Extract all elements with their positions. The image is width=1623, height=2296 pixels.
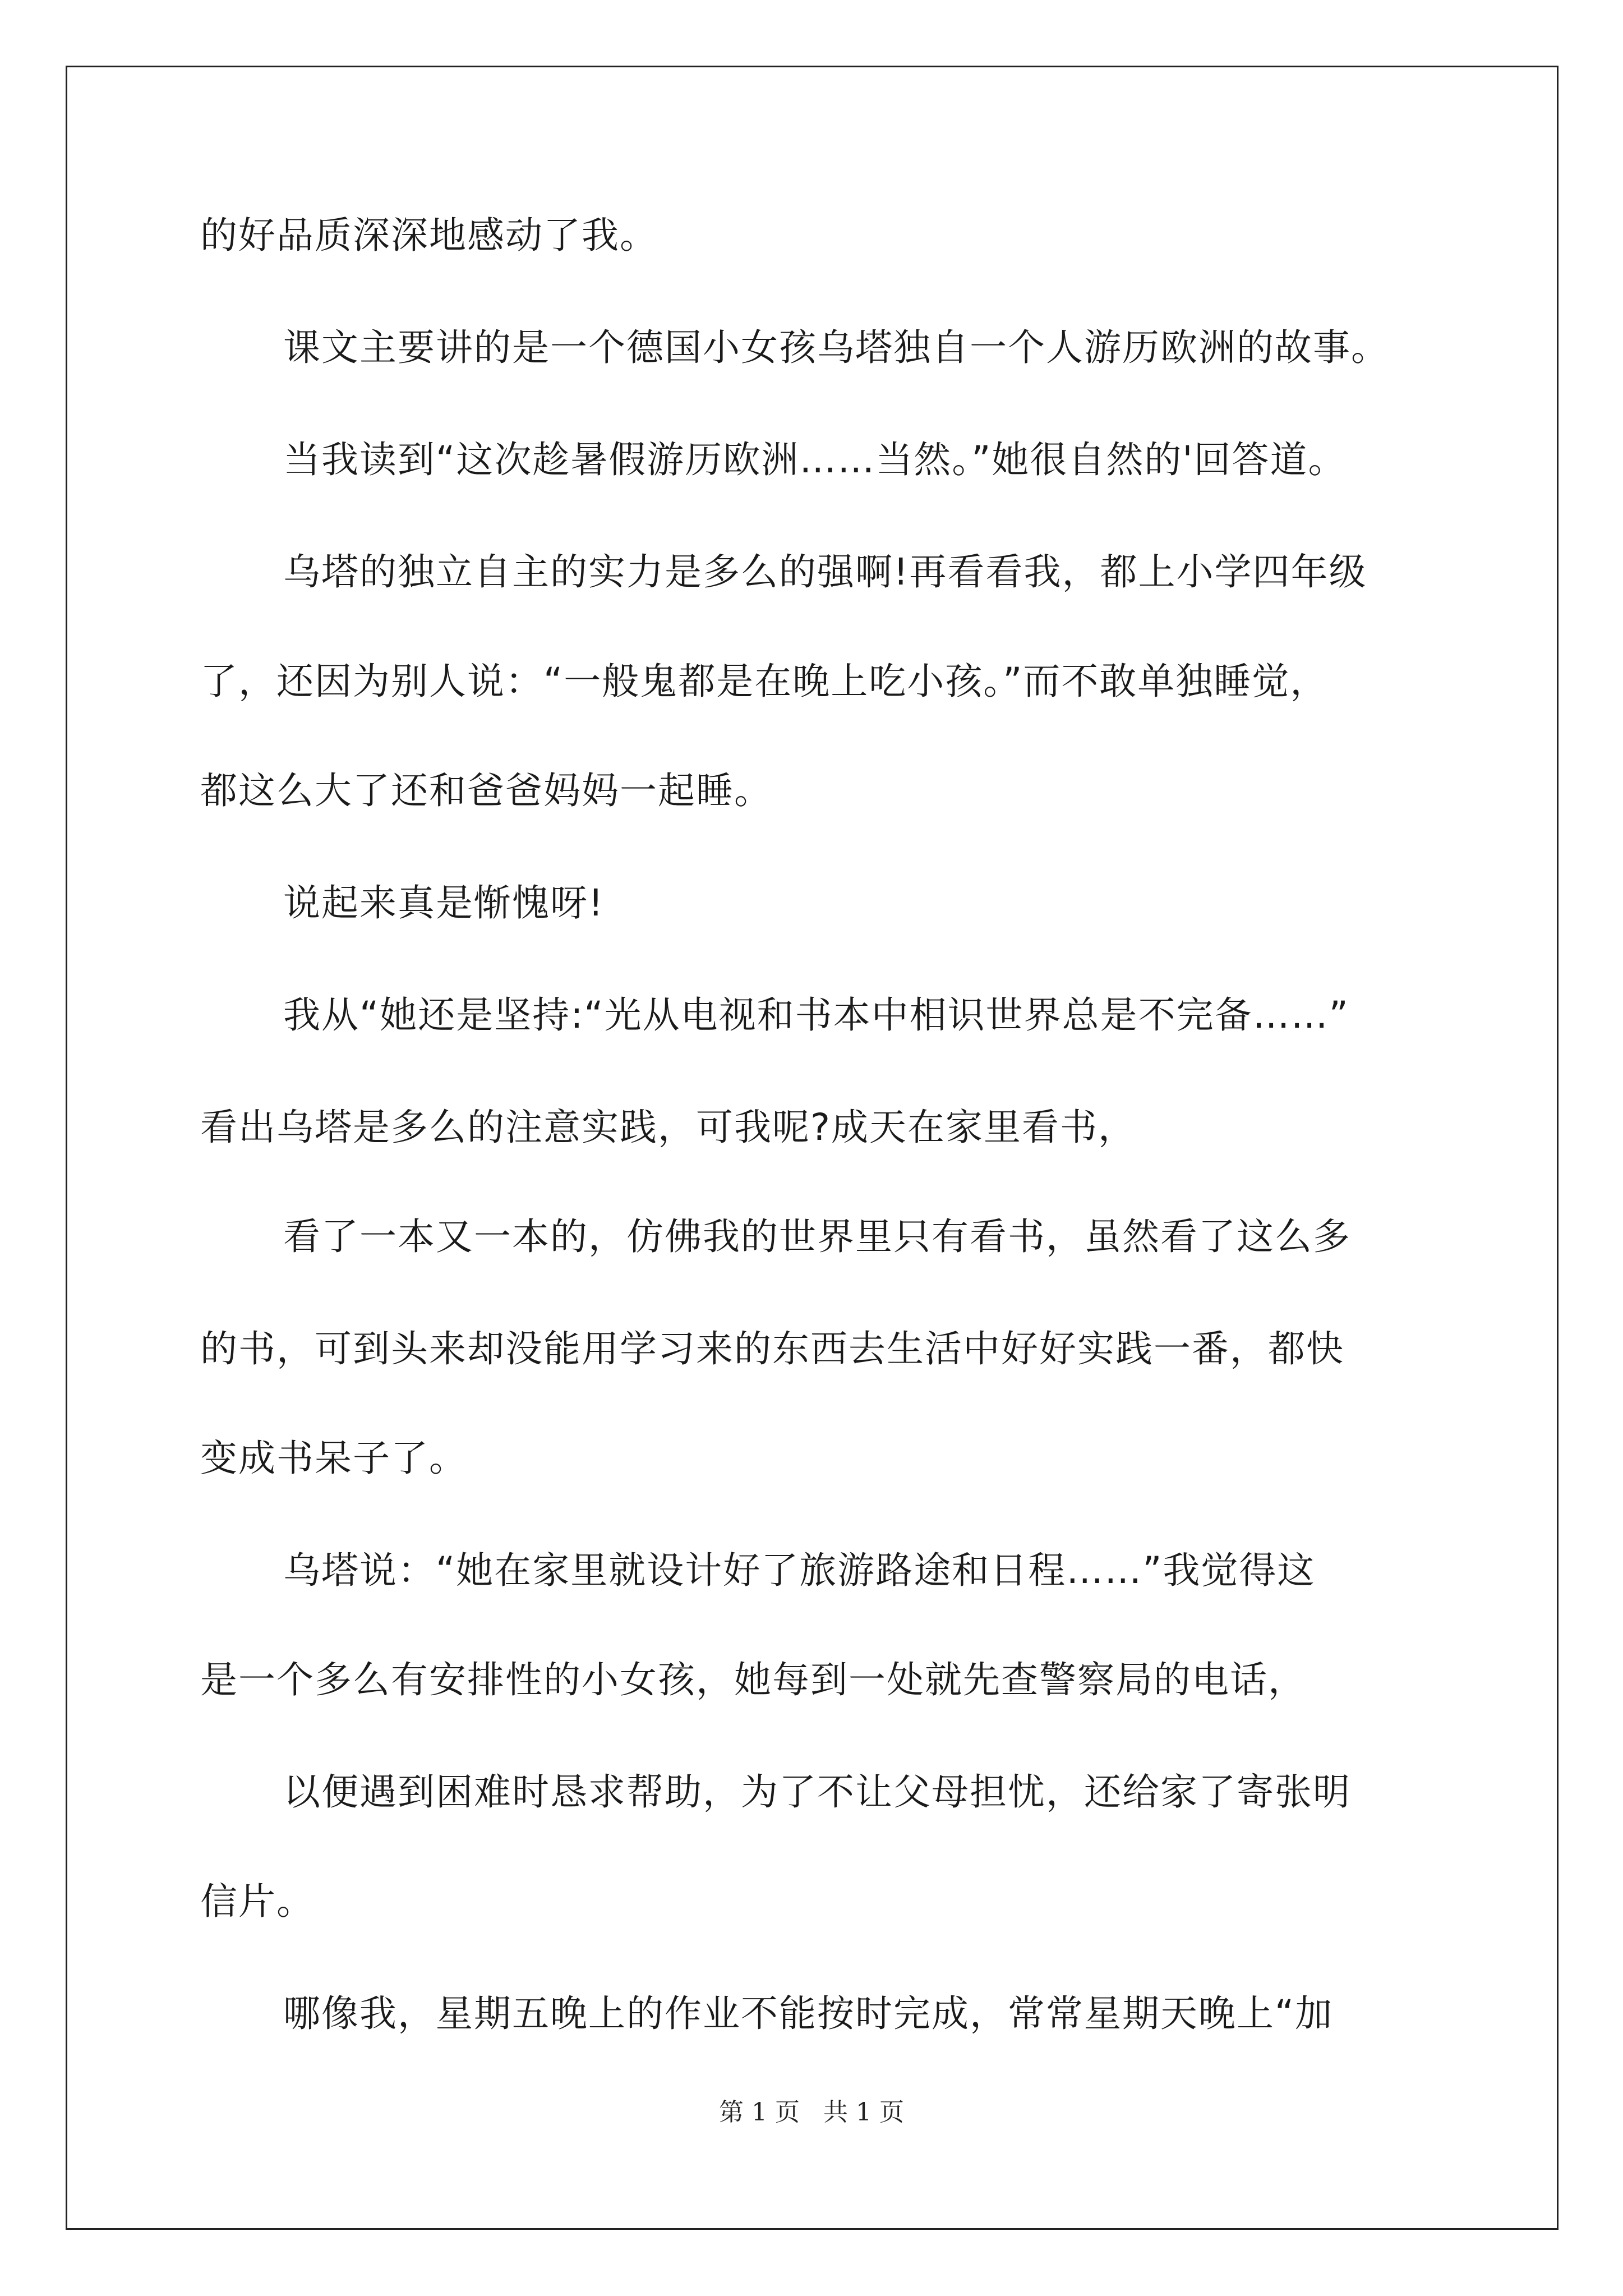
page-total: 共 1 页	[823, 2098, 904, 2127]
text-line: 了，还因为别人说：“一般鬼都是在晚上吃小孩。”而不敢单独睡觉，	[200, 660, 1329, 703]
text-line: 乌塔的独立自主的实力是多么的强啊!再看看我，都上小学四年级	[283, 550, 1367, 593]
page-number: 第 1 页	[719, 2098, 800, 2127]
text-line: 乌塔说：“她在家里就设计好了旅游路途和日程……”我觉得这	[283, 1549, 1316, 1592]
text-line: 都这么大了还和爸爸妈妈一起睡。	[200, 769, 772, 812]
text-line: 以便遇到困难时恳求帮助，为了不让父母担忧，还给家了寄张明	[283, 1770, 1351, 1814]
text-line: 看出乌塔是多么的注意实践，可我呢?成天在家里看书，	[200, 1106, 1137, 1149]
page-footer	[0, 2097, 1623, 2128]
text-line: 说起来真是惭愧呀!	[283, 881, 605, 924]
text-line: 的书，可到头来却没能用学习来的东西去生活中好好实践一番，都快	[200, 1327, 1344, 1370]
text-line: 看了一本又一本的，仿佛我的世界里只有看书，虽然看了这么多	[283, 1215, 1351, 1258]
text-line: 我从“她还是坚持:“光从电视和书本中相识世界总是不完备……”	[283, 993, 1349, 1037]
text-line: 是一个多么有安排性的小女孩，她每到一处就先查警察局的电话，	[200, 1658, 1306, 1701]
text-line: 的好品质深深地感动了我。	[200, 214, 658, 257]
text-line: 变成书呆子了。	[200, 1437, 467, 1480]
text-line: 当我读到“这次趁暑假游历欧洲……当然。”她很自然的'回答道。	[283, 438, 1347, 481]
text-line: 信片。	[200, 1880, 315, 1923]
text-line: 哪像我，星期五晚上的作业不能按时完成，常常星期天晚上“加	[283, 1992, 1334, 2035]
text-line: 课文主要讲的是一个德国小女孩乌塔独自一个人游历欧洲的故事。	[283, 326, 1389, 369]
